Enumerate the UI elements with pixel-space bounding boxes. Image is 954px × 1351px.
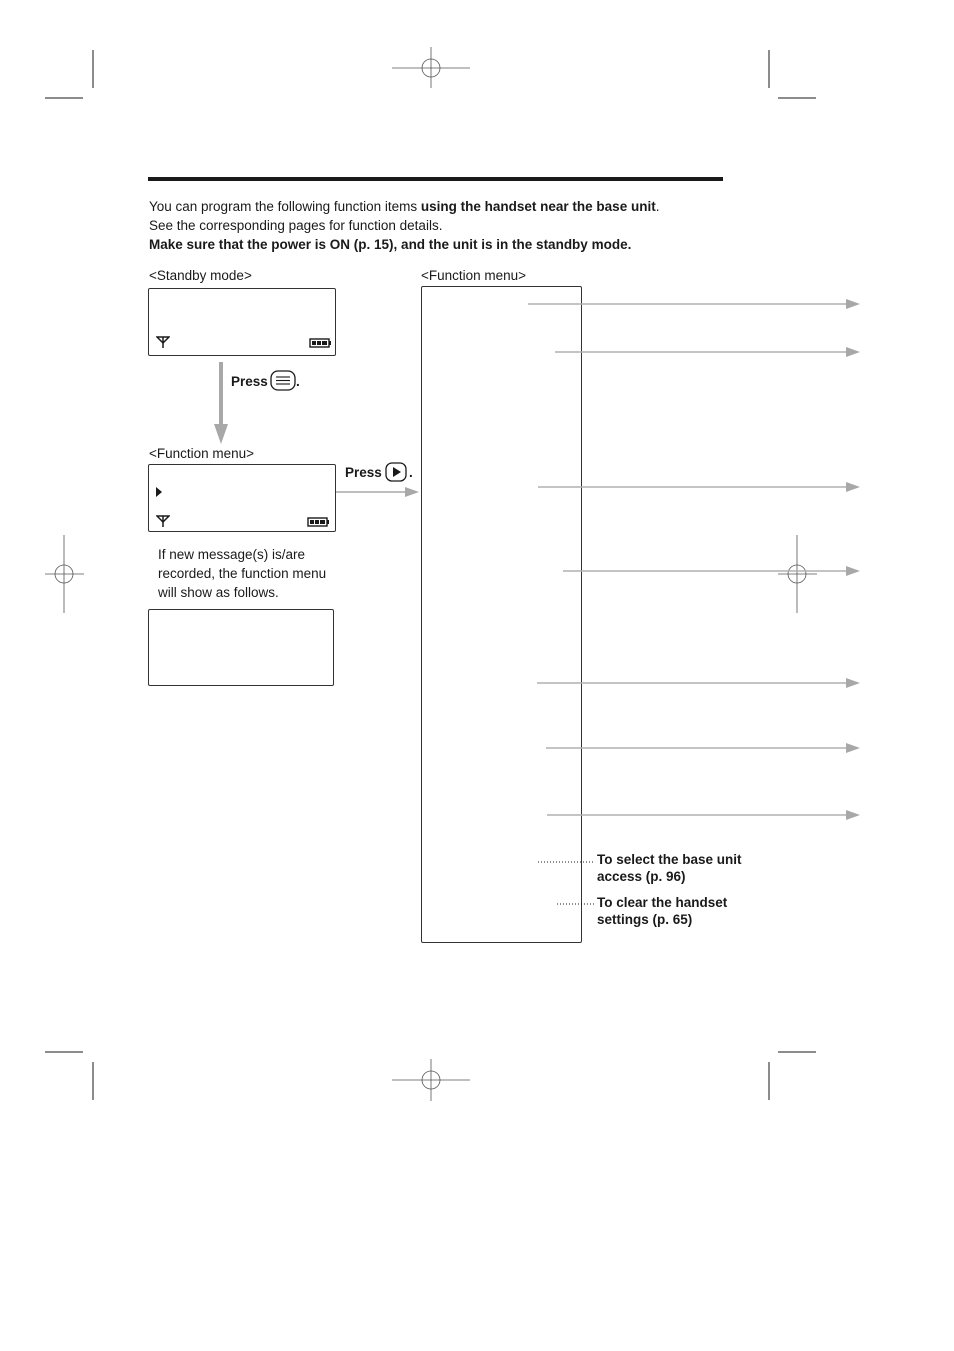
intro-line-2: See the corresponding pages for function details. <box>149 218 443 233</box>
registration-mark <box>392 47 470 88</box>
callout-1-line-2: access (p. 96) <box>597 869 686 884</box>
intro-line-3: Make sure that the power is ON (p. 15), and the unit is in the standby mode. <box>149 237 632 252</box>
registration-mark <box>45 535 84 613</box>
function-to-menu-arrow <box>336 487 419 497</box>
intro-line-1-prefix: You can program the following function items <box>149 199 421 214</box>
step1-press-label: Press <box>231 374 268 389</box>
function-screen-heading: <Function menu> <box>149 446 255 461</box>
step1-period: . <box>296 374 300 389</box>
note-line-2: recorded, the function menu <box>158 566 327 581</box>
standby-to-function-arrow <box>214 362 228 444</box>
standby-heading: <Standby mode> <box>149 268 252 283</box>
callout-2-line-2: settings (p. 65) <box>597 912 693 927</box>
menu-item-arrow <box>528 299 860 309</box>
menu-item-arrow <box>546 743 860 753</box>
step2-press-label: Press <box>345 465 382 480</box>
note-line-3: will show as follows. <box>158 585 279 600</box>
intro-line-1-emphasis: using the handset near the base unit <box>420 199 656 214</box>
note-line-1: If new message(s) is/are <box>158 547 306 562</box>
step2-period: . <box>409 465 413 480</box>
menu-item-arrow <box>538 482 860 492</box>
function-menu-heading: <Function menu> <box>421 268 527 283</box>
registration-mark <box>392 1059 470 1101</box>
callout-2-line-1: To clear the handset <box>597 895 728 910</box>
menu-item-arrow <box>537 678 860 688</box>
menu-item-arrow <box>547 810 860 820</box>
intro-line-1-suffix: . <box>655 199 660 214</box>
menu-item-arrow <box>563 566 860 576</box>
callout-1-line-1: To select the base unit <box>597 852 742 867</box>
registration-mark <box>778 535 817 613</box>
menu-item-arrow <box>555 347 860 357</box>
